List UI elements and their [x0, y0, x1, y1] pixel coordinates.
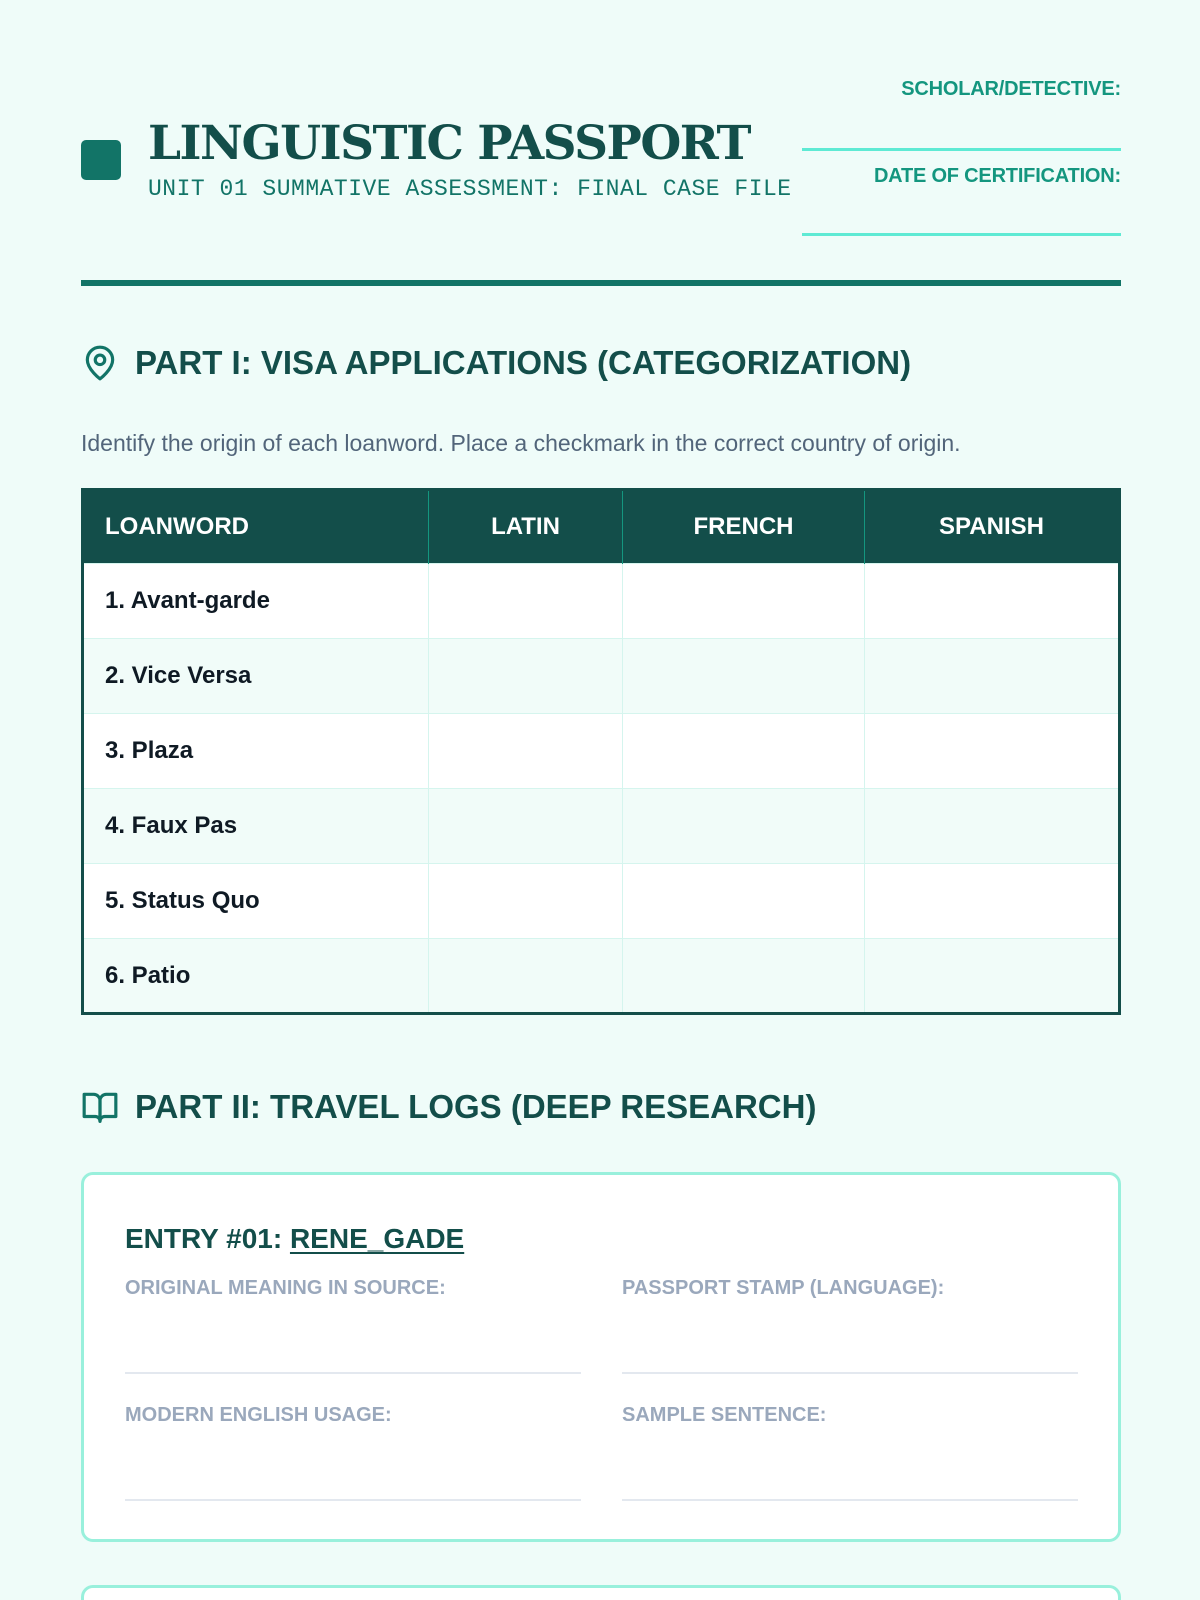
- original-meaning-field[interactable]: [125, 1277, 581, 1374]
- entry-prefix: ENTRY #01:: [125, 1223, 283, 1254]
- table-row: [83, 564, 1120, 639]
- table-row: [83, 939, 1120, 1014]
- table-row: [83, 789, 1120, 864]
- loanword-cell: 5. Status Quo: [83, 864, 429, 939]
- latin-check-cell[interactable]: [429, 864, 623, 939]
- latin-check-cell[interactable]: [429, 564, 623, 639]
- col-spanish: SPANISH: [865, 490, 1120, 564]
- table-row: [83, 864, 1120, 939]
- french-check-cell[interactable]: [623, 639, 865, 714]
- part2-title: PART II: TRAVEL LOGS (DEEP RESEARCH): [135, 1088, 817, 1125]
- loanword-cell: 4. Faux Pas: [83, 789, 429, 864]
- sample-sentence-field[interactable]: [622, 1404, 1078, 1501]
- col-latin: LATIN: [429, 490, 623, 564]
- passport-stamp-field[interactable]: [622, 1277, 1078, 1374]
- spanish-check-cell[interactable]: [865, 714, 1120, 789]
- original-meaning-label: ORIGINAL MEANING IN SOURCE:: [125, 1277, 446, 1299]
- loanword-cell: 1. Avant-garde: [83, 564, 429, 639]
- entry-title: [125, 1223, 464, 1255]
- sample-sentence-label: SAMPLE SENTENCE:: [622, 1404, 827, 1426]
- date-label: DATE OF CERTIFICATION:: [873, 165, 1121, 187]
- spanish-check-cell[interactable]: [865, 939, 1120, 1014]
- part1-title: PART I: VISA APPLICATIONS (CATEGORIZATION): [135, 344, 912, 381]
- french-check-cell[interactable]: [623, 939, 865, 1014]
- french-check-cell[interactable]: [623, 564, 865, 639]
- col-french: FRENCH: [623, 490, 865, 564]
- part2-heading: [81, 1088, 816, 1126]
- date-field[interactable]: [802, 233, 1121, 236]
- spanish-check-cell[interactable]: [865, 864, 1120, 939]
- entry-word: RENE_GADE: [289, 1223, 465, 1254]
- part1-heading: [81, 344, 911, 382]
- french-check-cell[interactable]: [623, 714, 865, 789]
- spanish-check-cell[interactable]: [865, 789, 1120, 864]
- french-check-cell[interactable]: [623, 864, 865, 939]
- table-row: [83, 639, 1120, 714]
- passport-page: [81, 0, 1121, 1426]
- loanword-cell: 2. Vice Versa: [83, 639, 429, 714]
- latin-check-cell[interactable]: [429, 639, 623, 714]
- original-meaning-line: [125, 1372, 581, 1374]
- loanword-cell: 3. Plaza: [83, 714, 429, 789]
- loanword-table: [81, 488, 1121, 1015]
- modern-usage-label: MODERN ENGLISH USAGE:: [125, 1404, 392, 1426]
- next-entry-card: [81, 1585, 1121, 1600]
- map-pin-icon: [81, 344, 119, 382]
- part1-instructions: Identify the origin of each loanword. Place a checkmark in the correct country of origin.: [81, 430, 961, 456]
- latin-check-cell[interactable]: [429, 789, 623, 864]
- modern-usage-line: [125, 1499, 581, 1501]
- spanish-check-cell[interactable]: [865, 564, 1120, 639]
- entry-card: [81, 1172, 1121, 1542]
- passport-stamp-label: PASSPORT STAMP (LANGUAGE):: [622, 1277, 945, 1299]
- table-row: [83, 714, 1120, 789]
- header-divider: [81, 280, 1121, 286]
- col-loanword: LOANWORD: [83, 490, 429, 564]
- french-check-cell[interactable]: [623, 789, 865, 864]
- loanword-cell: 6. Patio: [83, 939, 429, 1014]
- passport-stamp-line: [622, 1372, 1078, 1374]
- spanish-check-cell[interactable]: [865, 639, 1120, 714]
- latin-check-cell[interactable]: [429, 939, 623, 1014]
- scholar-field[interactable]: [802, 148, 1121, 151]
- table-header-row: [83, 490, 1120, 564]
- sample-sentence-line: [622, 1499, 1078, 1501]
- latin-check-cell[interactable]: [429, 714, 623, 789]
- header: [81, 0, 1121, 288]
- modern-usage-field[interactable]: [125, 1404, 581, 1501]
- page-subtitle: UNIT 01 SUMMATIVE ASSESSMENT: FINAL CASE FILE: [148, 176, 792, 202]
- logo-square: [81, 140, 121, 180]
- page-title: LINGUISTIC PASSPORT: [148, 116, 751, 171]
- header-fields: [802, 78, 1121, 236]
- open-book-icon: [81, 1088, 119, 1126]
- scholar-label: SCHOLAR/DETECTIVE:: [901, 78, 1121, 100]
